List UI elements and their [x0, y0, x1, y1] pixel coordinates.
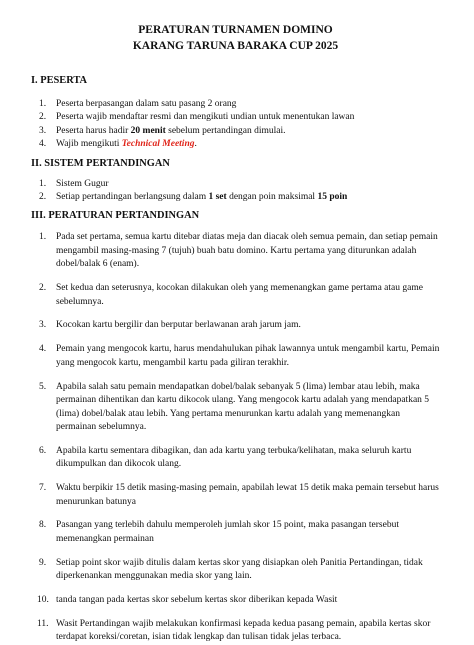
list-item — [31, 618, 440, 645]
item-number: 1. — [39, 178, 47, 189]
list-item — [31, 125, 440, 138]
item-number: 9. — [39, 557, 47, 568]
item-number: 5. — [39, 381, 47, 392]
list-item — [31, 343, 440, 370]
section-heading-sistem-pertandingan: II. SISTEM PERTANDINGAN — [31, 157, 170, 169]
list-item — [31, 319, 440, 332]
list-item — [31, 381, 440, 435]
technical-meeting-emphasis: Technical Meeting — [121, 139, 195, 150]
item-text-post: sebelum pertandingan dimulai. — [165, 125, 286, 136]
item-number: 8. — [39, 520, 47, 531]
list-item — [31, 445, 440, 472]
item-text: Kocokan kartu bergilir dan berputar berlawanan arah jarum jam. — [56, 320, 301, 331]
item-text: Pemain yang mengocok kartu, harus mendahulukan pihak lawannya untuk mengambil kartu, Pemain yang mengocok kartu, mengambil kartu pada giliran terakhir. — [56, 344, 440, 368]
item-number: 3. — [39, 320, 47, 331]
item-text: Apabila kartu sementara dibagikan, dan ada kartu yang terbuka/kelihatan, maka seluruh kartu dikumpulkan dan dikocok ulang. — [56, 445, 412, 470]
list-item — [31, 594, 440, 607]
sistem-list — [31, 178, 440, 205]
item-text: Waktu berpikir 15 detik masing-masing pemain, apabilah lewat 15 detik maka pemain tersebut harus menurunkan batunya — [56, 483, 439, 507]
item-number: 2. — [39, 192, 47, 203]
list-item — [31, 138, 440, 151]
section-heading-peserta: I. PESERTA — [31, 75, 88, 86]
item-text-bold: 20 menit — [130, 125, 166, 136]
document-title-line-1: PERATURAN TURNAMEN DOMINO — [138, 24, 333, 36]
item-number: 4. — [39, 344, 47, 355]
item-number: 2. — [39, 283, 47, 294]
list-item — [31, 282, 440, 309]
list-item — [31, 519, 440, 546]
item-text: Pada set pertama, semua kartu ditebar diatas meja dan diacak oleh semua pemain, dan setiap pemain mengambil masing-masing 7 (tujuh) buah batu domino. Kartu pertama yang diturunkan adalah dobel/balak 6 (enam). — [56, 232, 438, 270]
list-item — [31, 111, 440, 124]
item-number: 4. — [39, 139, 47, 150]
item-text-pre: Wajib mengikuti — [56, 139, 122, 150]
item-text-bold: 1 set — [208, 192, 227, 203]
item-text: Apabila salah satu pemain mendapatkan dobel/balak sebanyak 5 (lima) lembar atau lebih, maka permainan dihentikan dan kartu dikocok ulang. Yang mengocok kartu adalah yang mendapatkan 5 (lima) dobel/balak atau lebih. Yang pertama menurunkan kartu adalah yang memenangkan permainan sebelumnya. — [56, 381, 430, 432]
item-number: 1. — [39, 232, 47, 243]
list-item — [31, 178, 440, 191]
item-text-bold-2: 15 poin — [317, 192, 348, 203]
list-item — [31, 231, 440, 271]
item-text-mid: dengan poin maksimal — [226, 192, 318, 203]
item-text: Wasit Pertandingan wajib melakukan konfirmasi kepada kedua pasang pemain, apabila kertas skor terdapat koreksi/coretan, isian tidak lengkap dan tulisan tidak jelas terbaca. — [56, 618, 431, 643]
item-text: Set kedua dan seterusnya, kocokan dilakukan oleh yang memenangkan game pertama atau game sebelumnya. — [56, 283, 423, 307]
peserta-list — [31, 98, 440, 152]
item-number: 7. — [39, 483, 47, 494]
item-number: 3. — [39, 125, 47, 136]
section-heading-peraturan-pertandingan: III. PERATURAN PERTANDINGAN — [31, 210, 200, 222]
list-item — [31, 482, 440, 509]
item-number: 6. — [39, 445, 47, 456]
document-title-line-2: KARANG TARUNA BARAKA CUP 2025 — [132, 40, 339, 52]
item-number: 10. — [37, 595, 49, 606]
list-item — [31, 191, 440, 204]
list-item — [31, 557, 440, 584]
item-text: tanda tangan pada kertas skor sebelum kertas skor diberikan kepada Wasit — [56, 595, 338, 606]
item-text: Peserta wajib mendaftar resmi dan mengikuti undian untuk menentukan lawan — [56, 112, 355, 123]
peraturan-list — [31, 231, 440, 644]
item-text-post: . — [194, 139, 197, 150]
item-number: 11. — [37, 618, 49, 629]
item-number: 2. — [39, 112, 47, 123]
item-text: Pasangan yang terlebih dahulu memperoleh jumlah skor 15 point, maka pasangan tersebut memenangkan permainan — [56, 520, 399, 544]
item-text: Sistem Gugur — [56, 178, 109, 189]
item-text: Setiap point skor wajib ditulis dalam kertas skor yang disiapkan oleh Panitia Pertandingan, tidak diperkenankan menggunakan media skor yang lain. — [56, 557, 423, 582]
item-text: Peserta berpasangan dalam satu pasang 2 orang — [56, 99, 237, 109]
item-text-pre: Peserta harus hadir — [56, 125, 131, 136]
list-item — [31, 98, 440, 111]
item-number: 1. — [39, 99, 47, 109]
item-text-pre: Setiap pertandingan berlangsung dalam — [56, 192, 209, 203]
